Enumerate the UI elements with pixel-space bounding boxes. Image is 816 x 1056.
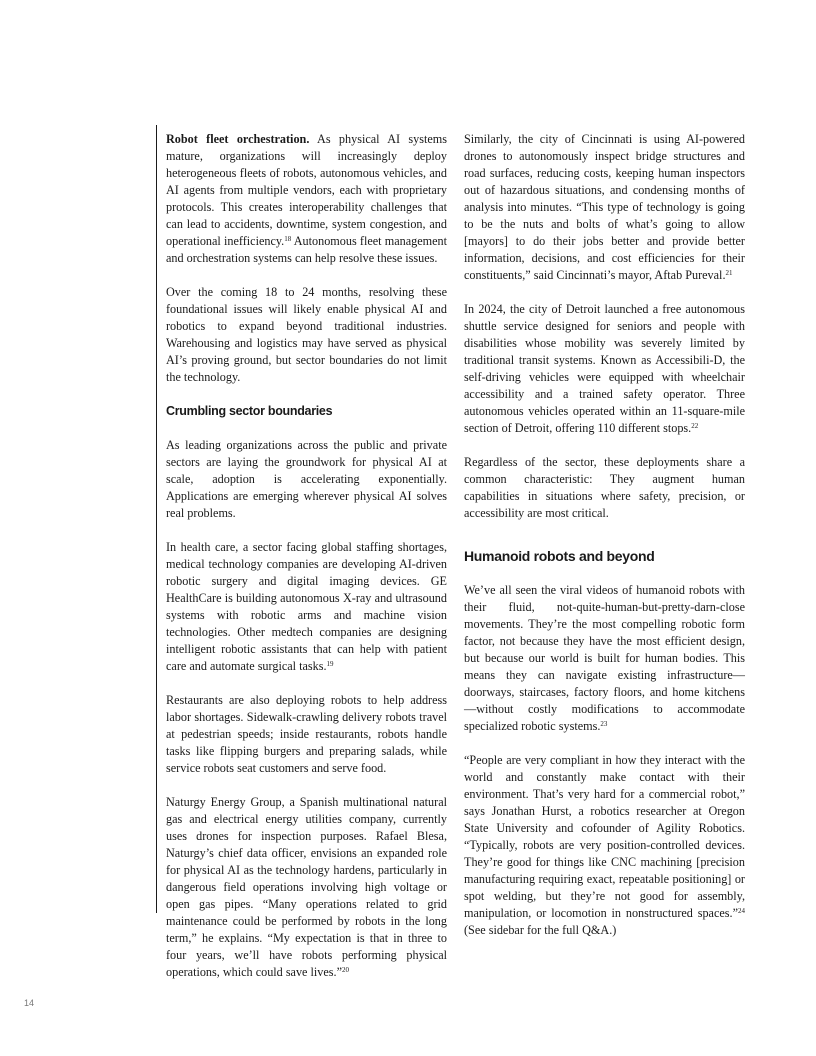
paragraph-restaurants: Restaurants are also deploying robots to help address labor shortages. Sidewalk-crawling delivery robots travel at pedestrian speeds; inside restaurants, robots handle tasks like flipping burgers and preparing salads, while service robots seat customers and serve food. (166, 693, 447, 775)
paragraph-cincinnati: Similarly, the city of Cincinnati is using AI-powered drones to autonomously inspect bridge structures and road surfaces, reducing costs, keeping human inspectors out of hazardous situations, and condensing months of analysis into minutes. “This type of technology is going to be the nuts and bolts of what’s going to allow [mayors] to do their jobs better and provide better information, decisions, and cost efficiencies for their constituents,” said Cincinnati’s mayor, Aftab Pureval.$^{21}$ (464, 132, 745, 282)
heading-crumbling-sector-boundaries: Crumbling sector boundaries (166, 404, 333, 418)
paragraph-viral-videos: We’ve all seen the viral videos of humanoid robots with their fluid, not-quite-human-but-pretty-darn-close movements. They’re the most compelling robotic form factor, not because they have the most efficient design, but because our world is built for human bodies. This means they can navigate existing infrastructure—doorways, staircases, factory floors, and home kitchens—without costly modifications to accommodate specialized robotic systems.$^{23}$ (464, 583, 745, 733)
footnote-ref-23: 23 (600, 720, 608, 728)
footnote-ref-18: 18 (284, 235, 292, 243)
heading-humanoid-robots: Humanoid robots and beyond (464, 548, 655, 564)
paragraph-regardless: Regardless of the sector, these deployments share a common characteristic: They augment human capabilities in situations where safety, precision, or accessibility are most critical. (464, 455, 745, 520)
paragraph-adoption: As leading organizations across the public and private sectors are laying the groundwork for physical AI at scale, adoption is accelerating exponentially. Applications are emerging wherever physical AI solves real problems. (166, 438, 447, 520)
footnote-ref-19: 19 (326, 660, 334, 668)
footnote-ref-24: 24 (738, 907, 745, 915)
right-column (464, 131, 745, 939)
lead-in-fleet-orchestration: Robot fleet orchestration. (166, 132, 310, 146)
footnote-ref-21: 21 (725, 269, 733, 277)
footnote-ref-22: 22 (691, 422, 699, 430)
paragraph-coming-months: Over the coming 18 to 24 months, resolving these foundational issues will likely enable physical AI and robotics to expand beyond traditional industries. Warehousing and logistics may have served as physical AI’s proving ground, but sector boundaries do not limit the technology. (166, 285, 447, 384)
left-column (166, 131, 447, 981)
paragraph-health-care: In health care, a sector facing global staffing shortages, medical technology companies are developing AI-driven robotic surgery and digital imaging devices. GE HealthCare is building autonomous X-ray and ultrasound systems with robotic arms and machine vision technologies. Other medtech companies are designing intelligent robotic assistants that can help with patient care and automate surgical tasks.$^{19}$ (166, 540, 447, 673)
column-rule (156, 125, 157, 913)
paragraph-fleet-orchestration: Robot fleet orchestration. As physical AI systems mature, organizations will increasingly deploy heterogeneous fleets of robots, autonomous vehicles, and AI agents from multiple vendors, each with proprietary protocols. This creates interoperability challenges that can lead to accidents, downtime, system congestion, and operational inefficiency.$^{18}$ Autonomous fleet management and orchestration systems can help resolve these issues. (166, 132, 447, 265)
page-number: 14 (24, 998, 35, 1008)
paragraph-hurst-quote: “People are very compliant in how they interact with the world and constantly make contact with their environment. That’s very hard for a commercial robot,” says Jonathan Hurst, a robotics researcher at Oregon State University and cofounder of Agility Robotics. “Typically, robots are very position-controlled devices. They’re good for things like CNC machining [precision manufacturing requiring exact, repeatable positioning] or spot welding, but they’re not good for assembly, manipulation, or locomotion in nonstructured spaces.”$^{24}$ (See sidebar for the full Q&A.) (464, 753, 745, 937)
paragraph-detroit: In 2024, the city of Detroit launched a free autonomous shuttle service designed for seniors and people with disabilities whose mobility was severely limited by traditional transit systems. Known as Accessibili-D, the self-driving vehicles were equipped with wheelchair accessibility and a trained safety operator. Three autonomous vehicles operated within an 11-square-mile section of Detroit, offering 110 different stops.$^{22}$ (464, 302, 745, 435)
footnote-ref-20: 20 (342, 966, 349, 974)
paragraph-naturgy: Naturgy Energy Group, a Spanish multinational natural gas and electrical energy utilities company, currently uses drones for inspection purposes. Rafael Blesa, Naturgy’s chief data officer, envisions an expanded role for physical AI as the technology hardens, particularly in dangerous field operations involving high voltage or open gas pipes. “Many operations related to grid maintenance could be performed by robots in the long term,” he explains. “My expectation is that in three to four years, we’ll have robots performing physical operations, which could save lives.”$^{20}$ (166, 795, 447, 979)
